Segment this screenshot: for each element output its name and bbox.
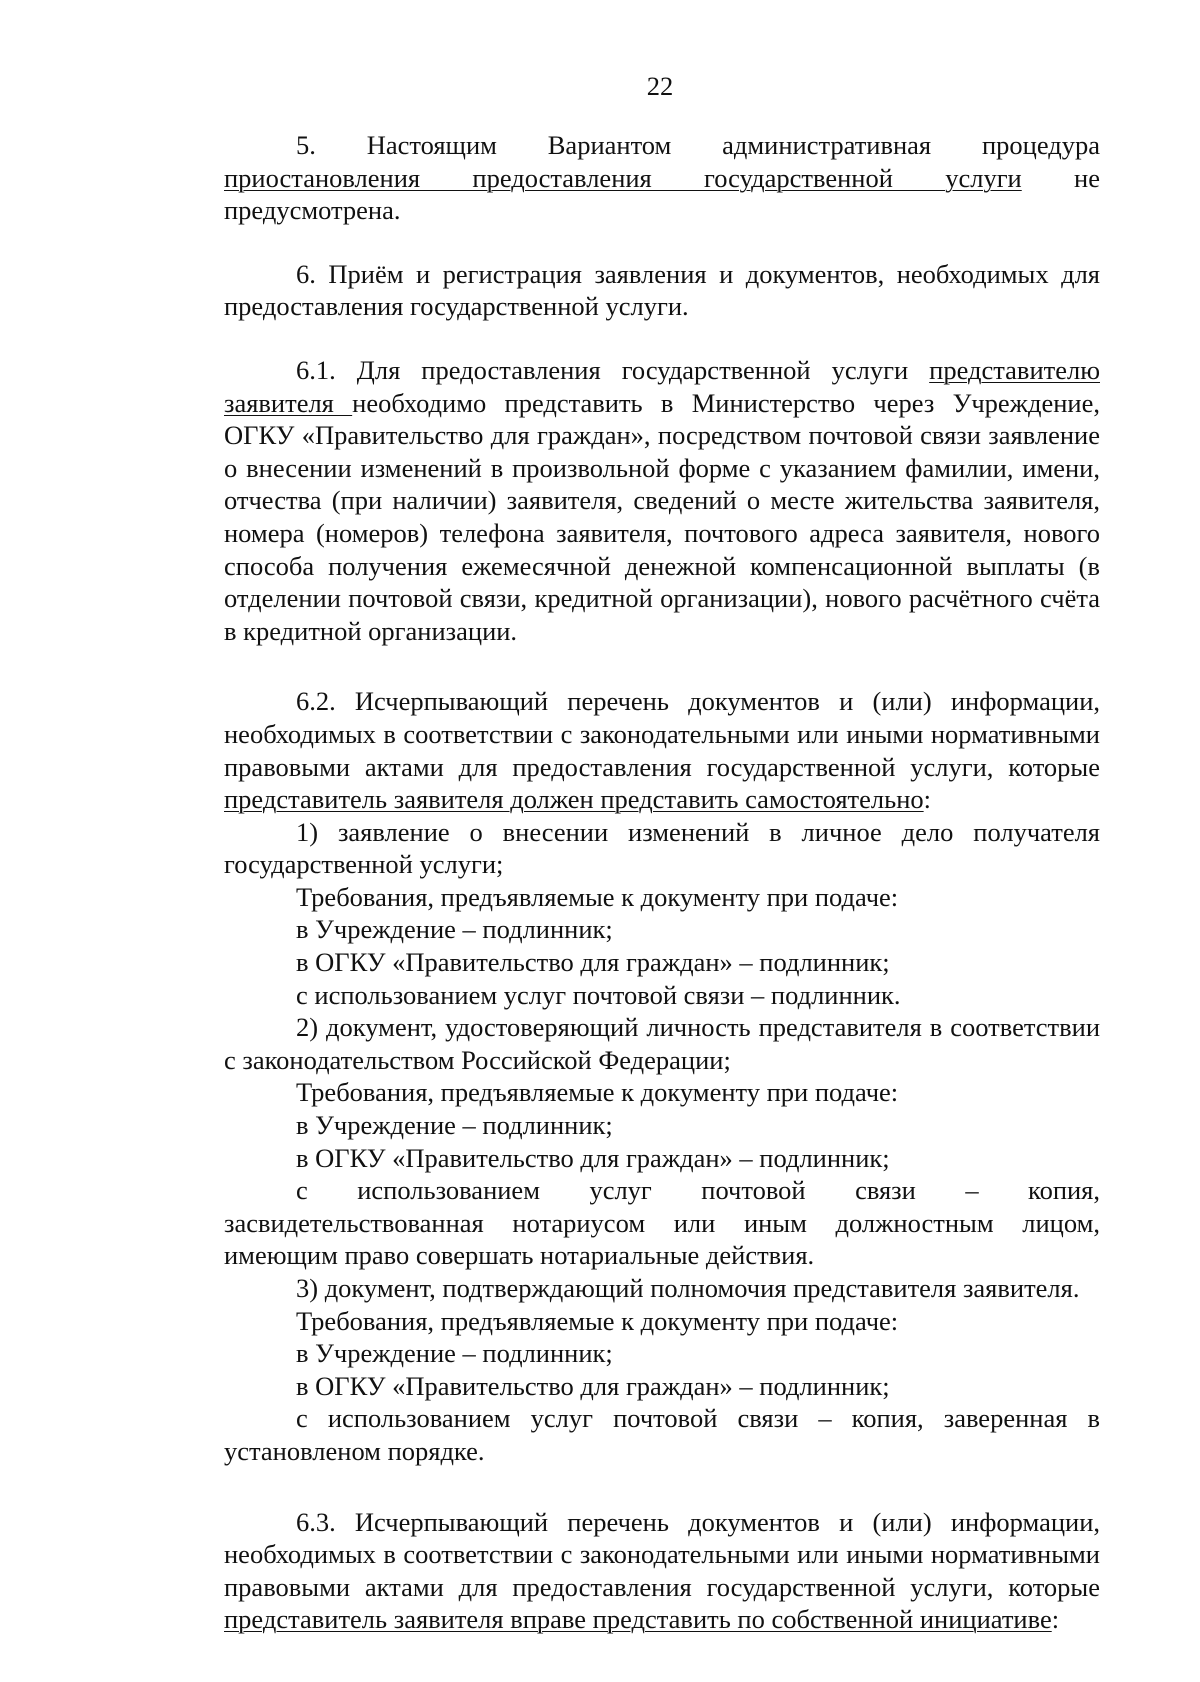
list-item: в Учреждение – подлинник;: [296, 914, 613, 945]
list-item: в Учреждение – подлинник;: [296, 1338, 613, 1369]
paragraph-6: 6. Приём и регистрация заявления и документов, необходимых для предоставления государственной услуги.: [224, 258, 1100, 322]
list-item: с использованием услуг почтовой связи – копия, засвидетельствованная нотариусом или иным должностным лицом, имеющим право совершать нотариальные действия.: [224, 1175, 1100, 1271]
paragraph-6-2-text: 6.2. Исчерпывающий перечень документов и (или) информации, необходимых в соответствии с законодательными или иными нормативными правовыми актами для предоставления государственной услуги, которые: [224, 686, 1100, 782]
paragraph-6-3-underlined: представитель заявителя вправе представить по собственной инициативе: [224, 1604, 1052, 1635]
list-item: Требования, предъявляемые к документу при подаче:: [296, 881, 899, 912]
list-item: Требования, предъявляемые к документу при подаче:: [296, 1305, 899, 1336]
list-item: в Учреждение – подлинник;: [296, 1110, 613, 1141]
paragraph-6-1-text-end: необходимо представить в Министерство через Учреждение, ОГКУ «Правительство для граждан», посредством почтовой связи заявление о внесении изменений в произвольной форме с указанием фамилии, имени, отчества (при наличии) заявителя, сведений о месте жительства заявителя, номера (номеров) телефона заявителя, почтового адреса заявителя, нового способа получения ежемесячной денежной компенсационной выплаты (в отделении почтовой связи, кредитной организации), нового расчётного счёта в кредитной организации.: [224, 387, 1100, 646]
paragraph-5: [224, 129, 1100, 227]
list-item: 1) заявление о внесении изменений в личное дело получателя государственной услуги;: [224, 816, 1100, 880]
list-item: в ОГКУ «Правительство для граждан» – подлинник;: [296, 1370, 890, 1401]
paragraph-5-underlined: приостановления предоставления государственной услуги: [224, 162, 1022, 193]
list-item: Требования, предъявляемые к документу при подаче:: [296, 1077, 899, 1108]
list-item: 3) документ, подтверждающий полномочия представителя заявителя.: [296, 1273, 1080, 1303]
paragraph-6-1-underlined: представителю заявителя: [224, 354, 1100, 418]
paragraph-5-text: 5. Настоящим Вариантом административная процедура: [296, 130, 1100, 160]
paragraph-6-1: [224, 354, 1100, 647]
list-item: в ОГКУ «Правительство для граждан» – подлинник;: [296, 947, 890, 978]
list-item: 2) документ, удостоверяющий личность представителя в соответствии с законодательством Российской Федерации;: [224, 1012, 1100, 1075]
paragraph-6-3-text-end: :: [1051, 1604, 1060, 1635]
paragraph-6-2-underlined: представитель заявителя должен представить самостоятельно: [224, 784, 924, 815]
paragraph-6-2-text-end: :: [923, 784, 932, 815]
paragraph-6-1-text: 6.1. Для предоставления государственной услуги: [296, 354, 930, 385]
paragraph-6-2: [224, 685, 1100, 815]
list-item: в ОГКУ «Правительство для граждан» – подлинник;: [296, 1142, 890, 1173]
list-item: с использованием услуг почтовой связи – копия, заверенная в установленом порядке.: [224, 1403, 1100, 1466]
document-body: [224, 129, 1100, 1636]
paragraph-6-3: [224, 1506, 1100, 1636]
page-number: 22: [646, 71, 674, 101]
list-item: с использованием услуг почтовой связи – подлинник.: [296, 979, 901, 1010]
paragraph-6-3-text: 6.3. Исчерпывающий перечень документов и (или) информации, необходимых в соответствии с законодательными или иными нормативными правовыми актами для предоставления государственной услуги, которые: [224, 1506, 1100, 1602]
paragraph-5-text-end: не предусмотрена.: [224, 162, 1100, 226]
